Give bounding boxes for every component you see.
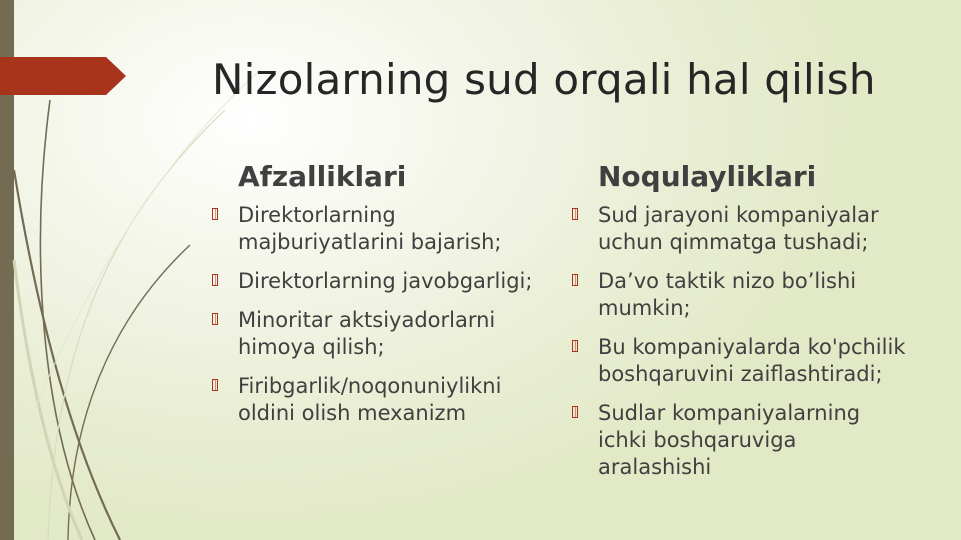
list-item-text: Direktorlarning majburiyatlarini bajarish;: [238, 203, 502, 254]
bullet-icon: [572, 274, 578, 286]
list-item: [212, 202, 542, 256]
bullet-icon: [212, 379, 218, 391]
list-item-text: Minoritar aktsiyadorlarni himoya qilish;: [238, 308, 496, 359]
list-item-text: Firibgarlik/noqonuniylikni oldini olish mexanizm: [238, 374, 502, 425]
title-accent-arrow: [0, 57, 126, 95]
list-item: [212, 307, 542, 361]
disadvantages-list: [572, 202, 912, 481]
list-item-text: Bu kompaniyalarda ko'pchilik boshqaruvini zaiflashtiradi;: [598, 335, 906, 386]
advantages-list: [212, 202, 542, 427]
list-item: [572, 202, 912, 256]
list-item-text: Sudlar kompaniyalarning ichki boshqaruviga aralashishi: [598, 401, 861, 479]
list-item: [572, 268, 912, 322]
advantages-heading: Afzalliklari: [238, 160, 407, 193]
disadvantages-column: [572, 160, 912, 493]
bullet-icon: [572, 340, 578, 352]
list-item: [572, 334, 912, 388]
list-item-text: Direktorlarning javobgarligi;: [238, 269, 533, 293]
list-item-text: Da’vo taktik nizo bo’lishi mumkin;: [598, 269, 857, 320]
bullet-icon: [212, 313, 218, 325]
bullet-icon: [212, 208, 218, 220]
bullet-icon: [212, 274, 218, 286]
bullet-icon: [572, 208, 578, 220]
list-item: [212, 268, 542, 295]
advantages-column: [212, 160, 542, 439]
list-item-text: Sud jarayoni kompaniyalar uchun qimmatga tushadi;: [598, 203, 879, 254]
list-item: [212, 373, 542, 427]
slide-title: Nizolarning sud orqali hal qilish: [212, 55, 876, 104]
list-item: [572, 400, 912, 481]
disadvantages-heading: Noqulayliklari: [598, 160, 817, 193]
bullet-icon: [572, 406, 578, 418]
